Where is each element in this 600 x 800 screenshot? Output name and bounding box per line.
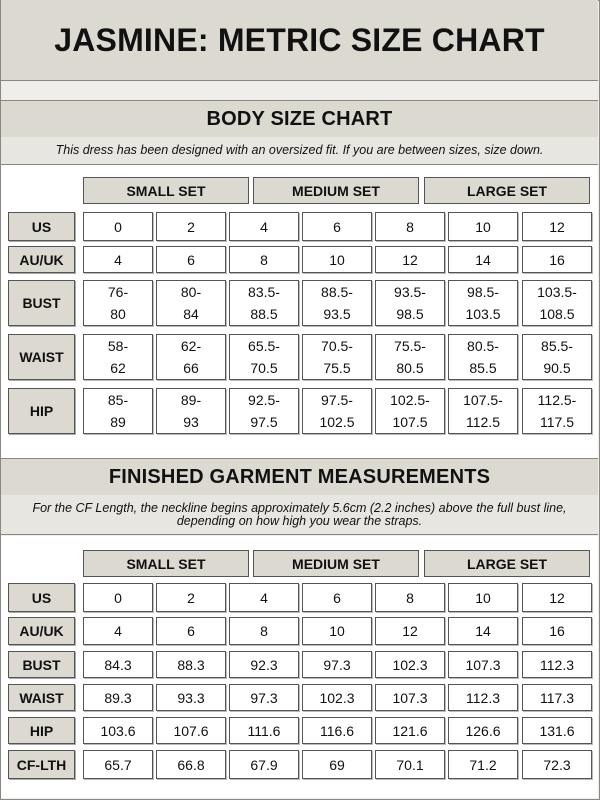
table-cell: 97.3 [229,684,299,711]
table-cell: 16 [522,617,592,645]
table-cell: 102.3 [375,651,445,678]
table-cell: 4 [229,212,299,241]
table-cell: 92.3 [229,651,299,678]
table-cell: 112.3 [448,684,518,711]
table-cell: 65.7 [83,750,153,779]
table-cell: 8 [229,617,299,645]
table-cell: 92.5- 97.5 [229,388,299,434]
table-cell: 2 [156,212,226,241]
table-cell: 10 [448,212,518,241]
table-cell: 102.3 [302,684,372,711]
table-cell: 67.9 [229,750,299,779]
table-cell: 70.1 [375,750,445,779]
table-cell: 10 [302,246,372,273]
table-cell: 88.5- 93.5 [302,280,372,326]
table-cell: 10 [448,583,518,612]
body-size-chart-heading: BODY SIZE CHART [1,100,598,138]
row-label-hip: HIP [8,388,75,434]
table-cell: 62- 66 [156,334,226,380]
table-cell: 2 [156,583,226,612]
table-cell: 12 [375,617,445,645]
table-cell: 98.5- 103.5 [448,280,518,326]
table-cell: 6 [156,246,226,273]
table-cell: 75.5- 80.5 [375,334,445,380]
table-cell: 112.3 [522,651,592,678]
table-cell: 6 [302,212,372,241]
table-cell: 107.3 [375,684,445,711]
size-set-header: LARGE SET [424,177,590,204]
page-title: JASMINE: METRIC SIZE CHART [1,0,598,81]
row-label-bust: BUST [8,651,75,678]
table-cell: 66.8 [156,750,226,779]
table-cell: 0 [83,583,153,612]
table-cell: 88.3 [156,651,226,678]
table-cell: 117.3 [522,684,592,711]
table-cell: 97.3 [302,651,372,678]
table-cell: 80.5- 85.5 [448,334,518,380]
table-cell: 14 [448,617,518,645]
table-cell: 4 [83,246,153,273]
table-cell: 12 [522,212,592,241]
table-cell: 80- 84 [156,280,226,326]
table-cell: 4 [229,583,299,612]
table-cell: 84.3 [83,651,153,678]
table-cell: 116.6 [302,717,372,744]
row-label-auuk: AU/UK [8,246,75,273]
table-cell: 6 [156,617,226,645]
size-set-header: MEDIUM SET [253,550,419,577]
table-cell: 12 [375,246,445,273]
table-cell: 65.5- 70.5 [229,334,299,380]
table-cell: 8 [375,212,445,241]
table-cell: 107.3 [448,651,518,678]
row-label-auuk: AU/UK [8,617,75,645]
row-label-waist: WAIST [8,684,75,711]
table-cell: 111.6 [229,717,299,744]
table-cell: 0 [83,212,153,241]
table-cell: 83.5- 88.5 [229,280,299,326]
table-cell: 14 [448,246,518,273]
table-cell: 58- 62 [83,334,153,380]
table-cell: 89- 93 [156,388,226,434]
table-cell: 93.3 [156,684,226,711]
table-cell: 103.6 [83,717,153,744]
table-cell: 85- 89 [83,388,153,434]
table-cell: 97.5- 102.5 [302,388,372,434]
table-cell: 93.5- 98.5 [375,280,445,326]
row-label-hip: HIP [8,717,75,744]
table-cell: 72.3 [522,750,592,779]
table-cell: 126.6 [448,717,518,744]
table-cell: 12 [522,583,592,612]
table-cell: 85.5- 90.5 [522,334,592,380]
row-label-cflth: CF-LTH [8,750,75,779]
table-cell: 112.5- 117.5 [522,388,592,434]
table-cell: 4 [83,617,153,645]
size-set-header: SMALL SET [83,550,249,577]
table-cell: 10 [302,617,372,645]
table-cell: 69 [302,750,372,779]
table-cell: 8 [375,583,445,612]
row-label-waist: WAIST [8,334,75,380]
table-cell: 131.6 [522,717,592,744]
table-cell: 70.5- 75.5 [302,334,372,380]
table-cell: 76- 80 [83,280,153,326]
table-cell: 121.6 [375,717,445,744]
row-label-bust: BUST [8,280,75,326]
row-label-us: US [8,583,75,612]
table-cell: 107.6 [156,717,226,744]
table-cell: 89.3 [83,684,153,711]
garment-measurements-heading: FINISHED GARMENT MEASUREMENTS [1,458,598,496]
body-size-chart-note: This dress has been designed with an oversized fit. If you are between sizes, size down. [1,137,598,165]
garment-measurements-note: For the CF Length, the neckline begins approximately 5.6cm (2.2 inches) above the full bust line, depending on how high you wear the straps. [1,495,598,535]
size-set-header: SMALL SET [83,177,249,204]
table-cell: 71.2 [448,750,518,779]
table-cell: 8 [229,246,299,273]
size-set-header: MEDIUM SET [253,177,419,204]
row-label-us: US [8,212,75,241]
table-cell: 16 [522,246,592,273]
size-set-header: LARGE SET [424,550,590,577]
table-cell: 107.5- 112.5 [448,388,518,434]
table-cell: 103.5- 108.5 [522,280,592,326]
table-cell: 6 [302,583,372,612]
table-cell: 102.5- 107.5 [375,388,445,434]
